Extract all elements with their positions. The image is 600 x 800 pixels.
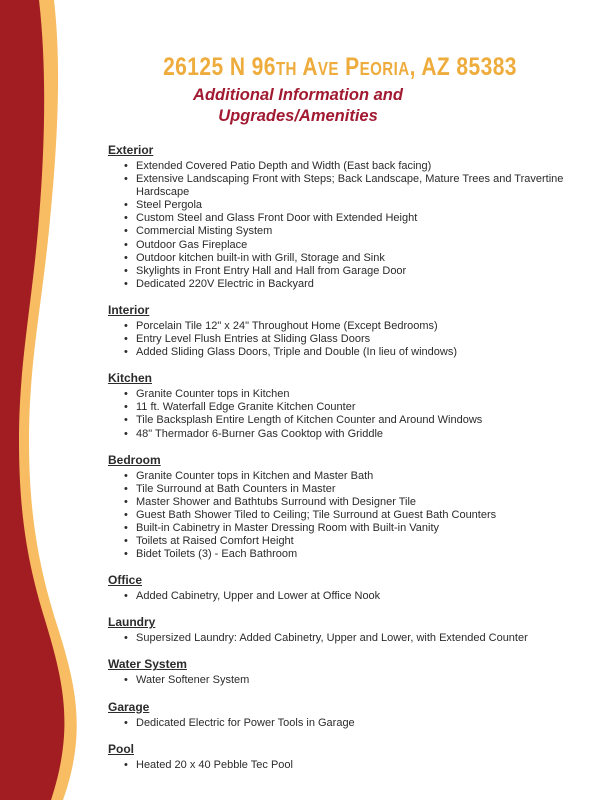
- list-item-text: Heated 20 x 40 Pebble Tec Pool: [136, 758, 293, 771]
- bullet-icon: •: [124, 160, 128, 172]
- bullet-icon: •: [124, 508, 128, 521]
- bullet-icon: •: [124, 495, 128, 508]
- list-item-text: Dedicated Electric for Power Tools in Garage: [136, 716, 355, 729]
- bullet-icon: •: [124, 212, 128, 225]
- list-item-text: Granite Counter tops in Kitchen: [136, 388, 290, 401]
- list-item-text: Dedicated 220V Electric in Backyard: [136, 277, 314, 290]
- bullet-icon: •: [124, 482, 128, 495]
- list-item: [124, 401, 572, 414]
- bullet-icon: •: [124, 251, 128, 264]
- list-item: [124, 239, 572, 252]
- bullet-icon: •: [124, 469, 128, 482]
- subtitle-line-2: Upgrades/Amenities: [218, 107, 378, 125]
- section-list: [108, 717, 572, 730]
- bullet-icon: •: [124, 173, 128, 186]
- list-item-text: Steel Pergola: [136, 199, 203, 212]
- section-list: [108, 590, 572, 603]
- bullet-icon: •: [124, 590, 128, 603]
- list-item: [124, 388, 572, 401]
- section-heading: Water System: [108, 657, 187, 672]
- bullet-icon: •: [124, 277, 128, 290]
- list-item: [124, 278, 572, 291]
- list-item: [124, 333, 572, 346]
- section-heading: Bedroom: [108, 452, 161, 467]
- bullet-icon: •: [124, 632, 128, 645]
- bullet-icon: •: [124, 427, 128, 440]
- section-heading: Office: [108, 573, 143, 588]
- list-item-text: Skylights in Front Entry Hall and Hall from Garage Door: [136, 264, 407, 277]
- list-item: [124, 470, 572, 483]
- section-heading: Garage: [108, 699, 150, 714]
- list-item: [124, 212, 572, 225]
- bullet-icon: •: [124, 521, 128, 534]
- list-item: [124, 483, 572, 496]
- bullet-icon: •: [124, 264, 128, 277]
- list-item: [124, 199, 572, 212]
- list-item-text: Outdoor kitchen built-in with Grill, Storage and Sink: [136, 251, 385, 264]
- section: [108, 143, 572, 291]
- list-item-text: 48" Thermador 6-Burner Gas Cooktop with Griddle: [136, 427, 384, 440]
- section: [108, 573, 572, 603]
- list-item: [124, 717, 572, 730]
- section: [108, 742, 572, 772]
- subtitle-line-1: Additional Information and: [193, 86, 403, 104]
- list-item: [124, 509, 572, 522]
- bullet-icon: •: [124, 674, 128, 687]
- section-list: [108, 759, 572, 772]
- list-item: [124, 225, 572, 238]
- section: [108, 657, 572, 687]
- list-item-text: 11 ft. Waterfall Edge Granite Kitchen Counter: [136, 401, 356, 414]
- list-item-text: Custom Steel and Glass Front Door with Extended Height: [136, 212, 418, 225]
- list-item-text: Bidet Toilets (3) - Each Bathroom: [136, 548, 298, 561]
- section-heading: Kitchen: [108, 371, 153, 386]
- list-item: [124, 173, 572, 199]
- list-item-text: Entry Level Flush Entries at Sliding Glass Doors: [136, 333, 371, 346]
- list-item: [124, 428, 572, 441]
- bullet-icon: •: [124, 535, 128, 548]
- list-item-text: Tile Backsplash Entire Length of Kitchen Counter and Around Windows: [136, 414, 483, 427]
- list-item-text: Built-in Cabinetry in Master Dressing Room with Built-in Vanity: [136, 521, 440, 534]
- bullet-icon: •: [124, 401, 128, 414]
- list-item: [124, 320, 572, 333]
- list-item-text: Master Shower and Bathtubs Surround with Designer Tile: [136, 495, 417, 508]
- bullet-icon: •: [124, 199, 128, 212]
- section: [108, 453, 572, 562]
- bullet-icon: •: [124, 225, 128, 238]
- section-list: [108, 388, 572, 440]
- bullet-icon: •: [124, 716, 128, 729]
- list-item: [124, 160, 572, 173]
- list-item: [124, 535, 572, 548]
- list-item: [124, 759, 572, 772]
- section: [108, 615, 572, 645]
- list-item-text: Outdoor Gas Fireplace: [136, 238, 248, 251]
- section-heading: Exterior: [108, 143, 154, 157]
- list-item-text: Guest Bath Shower Tiled to Ceiling; Tile Surround at Guest Bath Counters: [136, 508, 497, 521]
- list-item-text: Granite Counter tops in Kitchen and Master Bath: [136, 469, 374, 482]
- section-heading: Laundry: [108, 615, 156, 630]
- bullet-icon: •: [124, 414, 128, 427]
- list-item: [124, 632, 572, 645]
- list-item: [124, 674, 572, 687]
- list-item-text: Extended Covered Patio Depth and Width (East back facing): [136, 160, 432, 172]
- bullet-icon: •: [124, 758, 128, 771]
- list-item-text: Tile Surround at Bath Counters in Master: [136, 482, 336, 495]
- list-item: [124, 265, 572, 278]
- list-item-text: Added Cabinetry, Upper and Lower at Office Nook: [136, 590, 381, 603]
- section-heading: Interior: [108, 302, 150, 317]
- bullet-icon: •: [124, 333, 128, 346]
- list-item-text: Added Sliding Glass Doors, Triple and Double (In lieu of windows): [136, 346, 457, 359]
- section: [108, 700, 572, 730]
- page-subtitle: [66, 85, 530, 127]
- list-item-text: Water Softener System: [136, 674, 250, 687]
- section-heading: Pool: [108, 741, 134, 756]
- list-item: [124, 252, 572, 265]
- bullet-icon: •: [124, 346, 128, 359]
- section-list: [108, 632, 572, 645]
- list-item: [124, 522, 572, 535]
- page-title: 26125 N 96th Ave Peoria, AZ 85383: [163, 53, 517, 81]
- section: [108, 371, 572, 440]
- list-item-text: Commercial Misting System: [136, 225, 273, 238]
- bullet-icon: •: [124, 548, 128, 561]
- section-list: [108, 470, 572, 562]
- section-list: [108, 320, 572, 359]
- bullet-icon: •: [124, 388, 128, 401]
- flyer-content: [108, 54, 572, 784]
- list-item: [124, 414, 572, 427]
- list-item-text: Toilets at Raised Comfort Height: [136, 535, 294, 548]
- list-item: [124, 346, 572, 359]
- section: [108, 303, 572, 359]
- list-item-text: Extensive Landscaping Front with Steps; Back Landscape, Mature Trees and Travertine Hardscape: [136, 173, 564, 199]
- list-item: [124, 590, 572, 603]
- section-list: [108, 160, 572, 291]
- list-item-text: Porcelain Tile 12" x 24" Throughout Home (Except Bedrooms): [136, 319, 438, 332]
- list-item-text: Supersized Laundry: Added Cabinetry, Upper and Lower, with Extended Counter: [136, 632, 528, 645]
- section-list: [108, 674, 572, 687]
- bullet-icon: •: [124, 319, 128, 332]
- list-item: [124, 548, 572, 561]
- sections: [108, 143, 572, 772]
- bullet-icon: •: [124, 238, 128, 251]
- list-item: [124, 496, 572, 509]
